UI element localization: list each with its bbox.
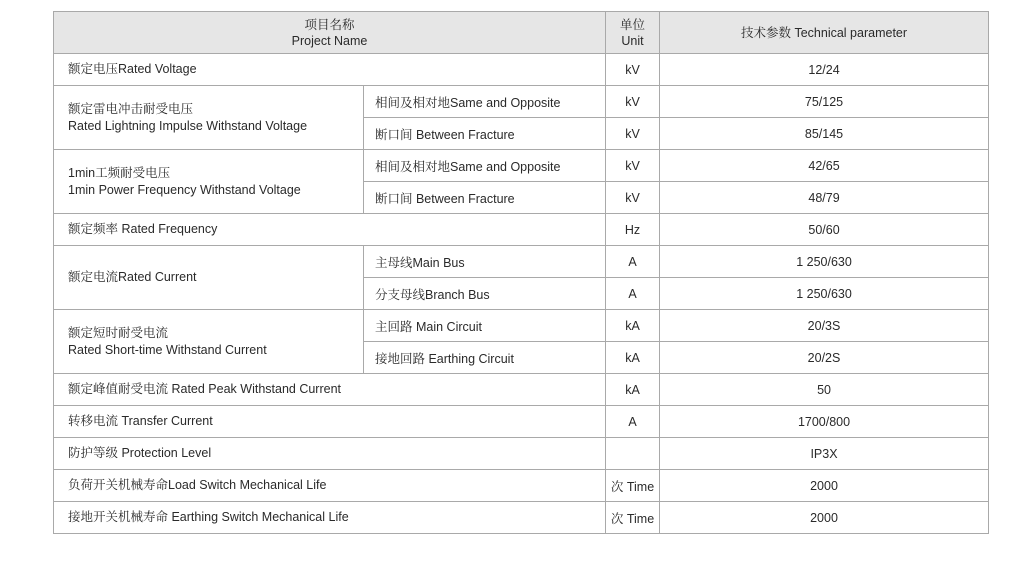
table-row bbox=[54, 502, 989, 534]
row-unit: kA bbox=[606, 374, 660, 406]
spec-table bbox=[53, 11, 989, 534]
row-value: 50 bbox=[660, 374, 989, 406]
row-value: 2000 bbox=[660, 470, 989, 502]
row-name: 额定电流Rated Current bbox=[54, 246, 364, 310]
row-value: 20/2S bbox=[660, 342, 989, 374]
row-sub-label: 断口间 Between Fracture bbox=[364, 118, 606, 150]
row-unit: kV bbox=[606, 150, 660, 182]
row-sub-label: 主母线Main Bus bbox=[364, 246, 606, 278]
row-value: 1700/800 bbox=[660, 406, 989, 438]
row-value: 20/3S bbox=[660, 310, 989, 342]
table-row bbox=[54, 86, 989, 118]
table-row bbox=[54, 374, 989, 406]
row-unit: A bbox=[606, 246, 660, 278]
row-unit: kA bbox=[606, 310, 660, 342]
row-sub-label: 相间及相对地Same and Opposite bbox=[364, 86, 606, 118]
row-unit: 次 Time bbox=[606, 502, 660, 534]
header-row bbox=[54, 12, 989, 54]
row-name: 1min工频耐受电压 1min Power Frequency Withstand Voltage bbox=[54, 150, 364, 214]
table-row bbox=[54, 150, 989, 182]
row-name: 额定频率 Rated Frequency bbox=[54, 214, 606, 246]
row-unit: kV bbox=[606, 86, 660, 118]
table-row bbox=[54, 54, 989, 86]
row-name: 负荷开关机械寿命Load Switch Mechanical Life bbox=[54, 470, 606, 502]
row-sub-label: 接地回路 Earthing Circuit bbox=[364, 342, 606, 374]
row-value: 2000 bbox=[660, 502, 989, 534]
row-value: 75/125 bbox=[660, 86, 989, 118]
row-name: 额定短时耐受电流 Rated Short-time Withstand Current bbox=[54, 310, 364, 374]
row-unit: kV bbox=[606, 118, 660, 150]
row-value: 1 250/630 bbox=[660, 278, 989, 310]
row-value: 12/24 bbox=[660, 54, 989, 86]
header-project-name: 项目名称 Project Name bbox=[54, 12, 606, 54]
table-row bbox=[54, 310, 989, 342]
row-name: 额定峰值耐受电流 Rated Peak Withstand Current bbox=[54, 374, 606, 406]
table-row bbox=[54, 438, 989, 470]
row-sub-label: 断口间 Between Fracture bbox=[364, 182, 606, 214]
table-row bbox=[54, 406, 989, 438]
row-unit: A bbox=[606, 406, 660, 438]
row-name: 防护等级 Protection Level bbox=[54, 438, 606, 470]
row-unit: kA bbox=[606, 342, 660, 374]
row-value: 85/145 bbox=[660, 118, 989, 150]
row-unit bbox=[606, 438, 660, 470]
row-unit: 次 Time bbox=[606, 470, 660, 502]
row-unit: kV bbox=[606, 54, 660, 86]
row-unit: A bbox=[606, 278, 660, 310]
row-unit: Hz bbox=[606, 214, 660, 246]
row-sub-label: 分支母线Branch Bus bbox=[364, 278, 606, 310]
row-value: 50/60 bbox=[660, 214, 989, 246]
row-unit: kV bbox=[606, 182, 660, 214]
row-name: 额定电压Rated Voltage bbox=[54, 54, 606, 86]
row-value: 42/65 bbox=[660, 150, 989, 182]
table-row bbox=[54, 246, 989, 278]
header-technical-parameter: 技术参数 Technical parameter bbox=[660, 12, 989, 54]
row-value: IP3X bbox=[660, 438, 989, 470]
header-unit: 单位 Unit bbox=[606, 12, 660, 54]
row-name: 转移电流 Transfer Current bbox=[54, 406, 606, 438]
table-row bbox=[54, 470, 989, 502]
row-value: 48/79 bbox=[660, 182, 989, 214]
row-name: 额定雷电冲击耐受电压 Rated Lightning Impulse Withstand Voltage bbox=[54, 86, 364, 150]
row-sub-label: 主回路 Main Circuit bbox=[364, 310, 606, 342]
row-sub-label: 相间及相对地Same and Opposite bbox=[364, 150, 606, 182]
table-row bbox=[54, 214, 989, 246]
row-value: 1 250/630 bbox=[660, 246, 989, 278]
row-name: 接地开关机械寿命 Earthing Switch Mechanical Life bbox=[54, 502, 606, 534]
